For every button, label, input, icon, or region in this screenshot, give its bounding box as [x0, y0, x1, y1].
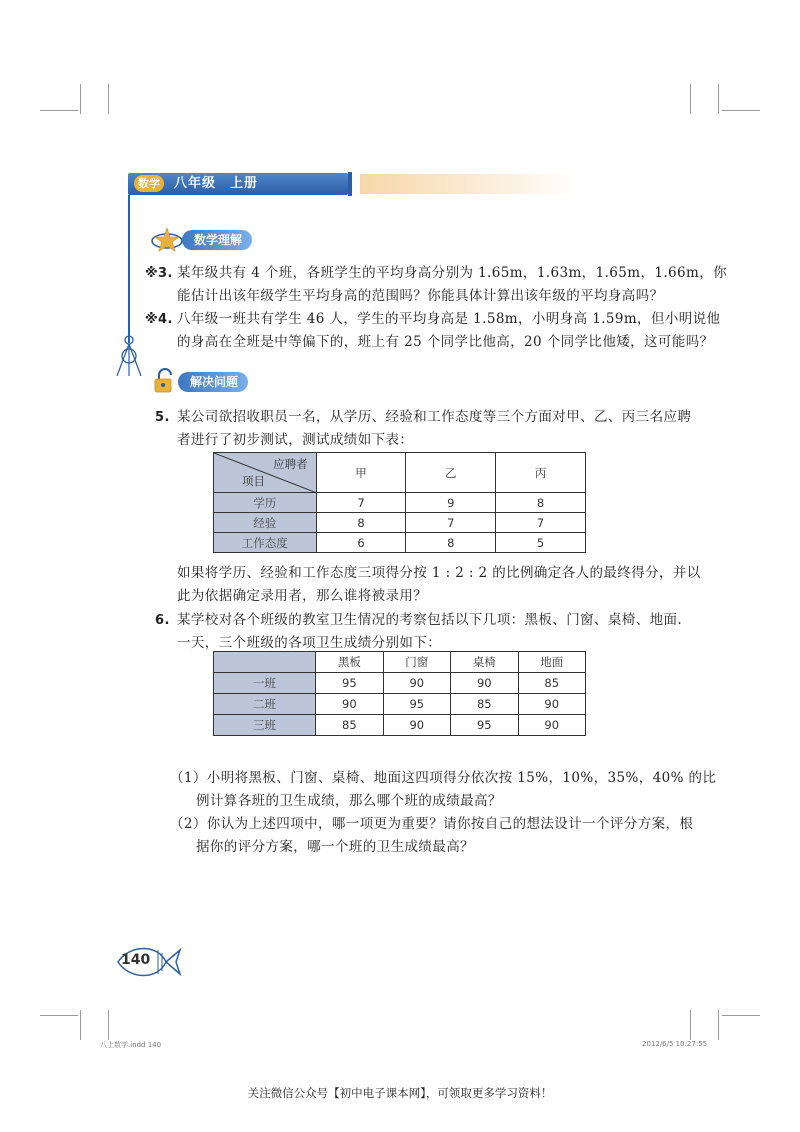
table-cell: 5 [496, 533, 586, 553]
table-cell: 90 [383, 715, 450, 736]
table-corner-cell [214, 453, 317, 493]
column-header: 地面 [518, 652, 586, 673]
table-cell: 7 [316, 493, 406, 513]
table-cell: 6 [316, 533, 406, 553]
hygiene-score-table [213, 651, 586, 736]
timestamp-meta: 2012/6/5 10:27:55 [642, 1040, 708, 1048]
table-cell: 95 [383, 694, 450, 715]
page-number: 140 [121, 952, 151, 968]
problem-4-number: ※4. [145, 312, 173, 327]
row-label: 三班 [214, 715, 316, 736]
unlock-icon [152, 368, 180, 394]
row-label: 经验 [214, 513, 317, 533]
problem-3-line-2: 能估计出该年级学生平均身高的范围吗？你能具体计算出该年级的平均身高吗？ [177, 288, 664, 304]
problem-6-q1-line-1: （1）小明将黑板、门窗、桌椅、地面这四项得分依次按 15%，10%，35%，40% 的比 [170, 770, 717, 786]
tower-icon [113, 322, 145, 378]
crop-mark [718, 1010, 719, 1040]
table-cell: 90 [518, 694, 586, 715]
problem-5-line-2: 者进行了初步测试，测试成绩如下表： [177, 432, 414, 448]
table-cell: 95 [451, 715, 518, 736]
footer-note: 关注微信公众号【初中电子课本网】，可领取更多学习资料！ [247, 1086, 553, 1100]
table-cell: 95 [316, 673, 383, 694]
crop-mark [108, 1010, 109, 1040]
table-row [214, 533, 586, 553]
row-label: 一班 [214, 673, 316, 694]
crop-mark [722, 1015, 760, 1016]
crop-mark [80, 1010, 81, 1040]
table-cell: 8 [316, 513, 406, 533]
problem-6-q2-line-1: （2）你认为上述四项中，哪一项更为重要？请你按自己的想法设计一个评分方案，根 [170, 816, 694, 832]
crop-mark [690, 84, 691, 114]
problem-6-line-2: 一天，三个班级的各项卫生成绩分别如下： [177, 635, 442, 651]
table-corner-cell [214, 652, 316, 673]
crop-mark [80, 84, 81, 114]
corner-bottom-label: 项目 [242, 474, 265, 488]
corner-top-label: 应聘者 [273, 457, 308, 471]
crop-mark [108, 84, 109, 114]
table-row [214, 673, 586, 694]
column-header: 黑板 [316, 652, 383, 673]
crop-mark [40, 110, 78, 111]
problem-5-line-1: 某公司欲招收职员一名，从学历、经验和工作态度等三个方面对甲、乙、丙三名应聘 [177, 409, 692, 425]
column-header: 桌椅 [451, 652, 518, 673]
table-cell: 85 [518, 673, 586, 694]
table-cell: 90 [518, 715, 586, 736]
column-header: 乙 [406, 453, 496, 493]
crop-mark [40, 1015, 78, 1016]
problem-5-number: 5. [155, 410, 170, 425]
column-header: 甲 [316, 453, 406, 493]
grade-title: 八年级 上册 [174, 176, 259, 191]
applicant-score-table [213, 452, 586, 553]
section-solving: 解决问题 [178, 372, 248, 392]
table-row [214, 493, 586, 513]
problem-6-q2-line-2: 据你的评分方案，哪一个班的卫生成绩最高？ [196, 839, 474, 855]
table-cell: 7 [406, 513, 496, 533]
crop-mark [722, 110, 760, 111]
problem-5-after-2: 此为依据确定录用者，那么谁将被录用？ [177, 588, 428, 604]
table-row [214, 715, 586, 736]
problem-4-line-2: 的身高在全班是中等偏下的，班上有 25 个同学比他高，20 个同学比他矮，这可能吗？ [177, 334, 714, 350]
table-row [214, 513, 586, 533]
table-cell: 90 [451, 673, 518, 694]
row-label: 工作态度 [214, 533, 317, 553]
section-understanding: 数学理解 [182, 230, 252, 250]
table-cell: 85 [451, 694, 518, 715]
header-gradient [360, 174, 580, 194]
problem-4-line-1: 八年级一班共有学生 46 人，学生的平均身高是 1.58m，小明身高 1.59m，但小明说他 [177, 311, 721, 327]
problem-3-number: ※3. [145, 266, 173, 281]
problem-6-number: 6. [155, 613, 170, 628]
crop-mark [718, 84, 719, 114]
header-separator [348, 172, 352, 196]
table-cell: 85 [316, 715, 383, 736]
problem-3-line-1: 某年级共有 4 个班，各班学生的平均身高分别为 1.65m，1.63m，1.65m，1.66m，你 [177, 265, 728, 281]
table-row [214, 694, 586, 715]
table-cell: 90 [316, 694, 383, 715]
subject-badge: 数学 [134, 175, 164, 192]
table-cell: 7 [496, 513, 586, 533]
row-label: 学历 [214, 493, 317, 513]
left-rule [128, 195, 130, 343]
column-header: 门窗 [383, 652, 450, 673]
problem-5-after-1: 如果将学历、经验和工作态度三项得分按 1 : 2 : 2 的比例确定各人的最终得分，并以 [177, 565, 701, 581]
table-cell: 9 [406, 493, 496, 513]
table-cell: 8 [406, 533, 496, 553]
problem-6-line-1: 某学校对各个班级的教室卫生情况的考察包括以下几项：黑板、门窗、桌椅、地面. [177, 612, 683, 628]
file-meta: 八上数学.indd 140 [100, 1041, 162, 1049]
column-header: 丙 [496, 453, 586, 493]
table-cell: 90 [383, 673, 450, 694]
star-orbit-icon [150, 226, 184, 252]
row-label: 二班 [214, 694, 316, 715]
table-cell: 8 [496, 493, 586, 513]
crop-mark [690, 1010, 691, 1040]
problem-6-q1-line-2: 例计算各班的卫生成绩，那么哪个班的成绩最高？ [196, 793, 502, 809]
